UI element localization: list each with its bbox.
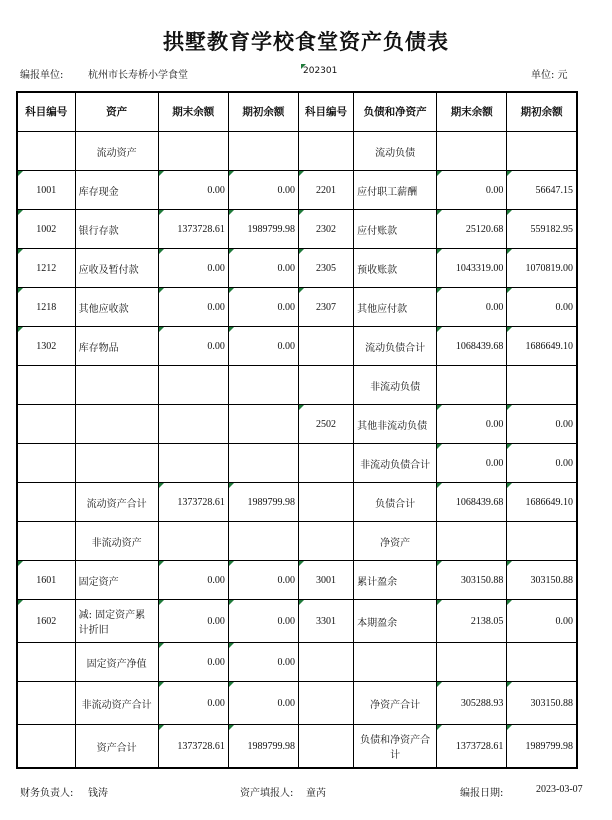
asset-beginning-cell: 0.00 bbox=[228, 171, 298, 210]
asset-ending-cell: 1373728.61 bbox=[158, 210, 228, 249]
liability-name-cell: 流动负债 bbox=[354, 132, 437, 171]
table-header-row bbox=[17, 92, 577, 132]
reporting-unit-value: 杭州市长寿桥小学食堂 bbox=[88, 70, 188, 81]
table-row bbox=[17, 725, 577, 769]
asset-name-cell: 其他应收款 bbox=[75, 288, 158, 327]
asset-beginning-cell: 0.00 bbox=[228, 327, 298, 366]
asset-beginning-cell: 0.00 bbox=[228, 288, 298, 327]
table-row bbox=[17, 600, 577, 643]
liability-code-cell bbox=[298, 643, 353, 682]
liability-name-cell bbox=[354, 643, 437, 682]
liability-ending-cell: 305288.93 bbox=[437, 682, 507, 725]
asset-name-cell: 固定资产净值 bbox=[75, 643, 158, 682]
asset-name-cell: 应收及暂付款 bbox=[75, 249, 158, 288]
liability-ending-cell: 1043319.00 bbox=[437, 249, 507, 288]
report-date-value: 2023-03-07 bbox=[536, 784, 583, 795]
asset-code-cell bbox=[17, 643, 75, 682]
asset-ending-cell bbox=[158, 522, 228, 561]
report-title: 拱墅教育学校食堂资产负债表 bbox=[163, 30, 449, 54]
table-row bbox=[17, 288, 577, 327]
liability-code-cell bbox=[298, 327, 353, 366]
asset-name-cell bbox=[75, 366, 158, 405]
liability-beginning-cell bbox=[507, 132, 577, 171]
liability-code-cell bbox=[298, 725, 353, 769]
asset-code-cell bbox=[17, 483, 75, 522]
asset-beginning-cell: 1989799.98 bbox=[228, 483, 298, 522]
asset-ending-cell: 0.00 bbox=[158, 600, 228, 643]
header-asset-code: 科目编号 bbox=[17, 92, 75, 132]
report-date-label: 编报日期: bbox=[460, 788, 504, 799]
table-row bbox=[17, 483, 577, 522]
liability-code-cell bbox=[298, 366, 353, 405]
liability-ending-cell bbox=[437, 366, 507, 405]
liability-code-cell: 2201 bbox=[298, 171, 353, 210]
liability-name-cell: 其他应付款 bbox=[354, 288, 437, 327]
asset-code-cell bbox=[17, 444, 75, 483]
asset-name-cell: 非流动资产合计 bbox=[75, 682, 158, 725]
liability-beginning-cell: 1070819.00 bbox=[507, 249, 577, 288]
asset-beginning-cell bbox=[228, 522, 298, 561]
liability-ending-cell: 2138.05 bbox=[437, 600, 507, 643]
report-period: 202301 bbox=[303, 66, 338, 76]
asset-code-cell bbox=[17, 682, 75, 725]
liability-ending-cell: 1068439.68 bbox=[437, 327, 507, 366]
table-row bbox=[17, 522, 577, 561]
liability-ending-cell: 0.00 bbox=[437, 171, 507, 210]
liability-code-cell bbox=[298, 444, 353, 483]
table-row bbox=[17, 171, 577, 210]
asset-beginning-cell bbox=[228, 405, 298, 444]
liability-ending-cell: 0.00 bbox=[437, 444, 507, 483]
liability-ending-cell: 0.00 bbox=[437, 405, 507, 444]
asset-beginning-cell: 0.00 bbox=[228, 682, 298, 725]
asset-name-cell: 流动资产合计 bbox=[75, 483, 158, 522]
liability-beginning-cell: 303150.88 bbox=[507, 682, 577, 725]
liability-code-cell: 2305 bbox=[298, 249, 353, 288]
asset-ending-cell: 1373728.61 bbox=[158, 483, 228, 522]
asset-name-cell: 库存物品 bbox=[75, 327, 158, 366]
liability-ending-cell: 303150.88 bbox=[437, 561, 507, 600]
liability-ending-cell: 25120.68 bbox=[437, 210, 507, 249]
liability-ending-cell: 1068439.68 bbox=[437, 483, 507, 522]
asset-ending-cell bbox=[158, 444, 228, 483]
asset-code-cell bbox=[17, 522, 75, 561]
liability-beginning-cell bbox=[507, 522, 577, 561]
asset-ending-cell: 0.00 bbox=[158, 171, 228, 210]
liability-code-cell bbox=[298, 682, 353, 725]
asset-beginning-cell: 1989799.98 bbox=[228, 210, 298, 249]
asset-ending-cell bbox=[158, 366, 228, 405]
liability-name-cell: 其他非流动负债 bbox=[354, 405, 437, 444]
header-liability-ending: 期末余额 bbox=[437, 92, 507, 132]
asset-beginning-cell: 0.00 bbox=[228, 600, 298, 643]
liability-name-cell: 非流动负债合计 bbox=[354, 444, 437, 483]
finance-head-label: 财务负责人: bbox=[20, 788, 74, 799]
liability-beginning-cell bbox=[507, 366, 577, 405]
header-liability-code: 科目编号 bbox=[298, 92, 353, 132]
header-asset-beginning: 期初余额 bbox=[228, 92, 298, 132]
asset-code-cell: 1001 bbox=[17, 171, 75, 210]
liability-code-cell: 3001 bbox=[298, 561, 353, 600]
preparer-label: 资产填报人: bbox=[240, 788, 294, 799]
asset-beginning-cell: 0.00 bbox=[228, 561, 298, 600]
asset-ending-cell: 0.00 bbox=[158, 327, 228, 366]
liability-ending-cell bbox=[437, 522, 507, 561]
liability-name-cell: 本期盈余 bbox=[354, 600, 437, 643]
liability-beginning-cell: 1686649.10 bbox=[507, 483, 577, 522]
asset-ending-cell: 0.00 bbox=[158, 249, 228, 288]
asset-code-cell: 1302 bbox=[17, 327, 75, 366]
header-liability-beginning: 期初余额 bbox=[507, 92, 577, 132]
table-row bbox=[17, 643, 577, 682]
asset-ending-cell: 0.00 bbox=[158, 288, 228, 327]
asset-ending-cell bbox=[158, 132, 228, 171]
liability-beginning-cell: 559182.95 bbox=[507, 210, 577, 249]
asset-ending-cell: 0.00 bbox=[158, 682, 228, 725]
asset-ending-cell bbox=[158, 405, 228, 444]
liability-beginning-cell: 1686649.10 bbox=[507, 327, 577, 366]
asset-beginning-cell: 0.00 bbox=[228, 249, 298, 288]
liability-code-cell bbox=[298, 132, 353, 171]
asset-name-cell bbox=[75, 444, 158, 483]
table-row bbox=[17, 249, 577, 288]
table-row bbox=[17, 327, 577, 366]
asset-name-cell bbox=[75, 405, 158, 444]
asset-beginning-cell: 0.00 bbox=[228, 643, 298, 682]
asset-name-cell: 库存现金 bbox=[75, 171, 158, 210]
liability-code-cell: 2307 bbox=[298, 288, 353, 327]
table-row bbox=[17, 444, 577, 483]
asset-code-cell bbox=[17, 132, 75, 171]
asset-code-cell bbox=[17, 405, 75, 444]
balance-sheet-table bbox=[16, 91, 578, 769]
liability-code-cell: 2302 bbox=[298, 210, 353, 249]
asset-ending-cell: 0.00 bbox=[158, 643, 228, 682]
liability-name-cell: 净资产合计 bbox=[354, 682, 437, 725]
asset-name-cell: 减: 固定资产累计折旧 bbox=[75, 600, 158, 643]
liability-beginning-cell: 1989799.98 bbox=[507, 725, 577, 769]
liability-ending-cell: 1373728.61 bbox=[437, 725, 507, 769]
asset-name-cell: 流动资产 bbox=[75, 132, 158, 171]
liability-code-cell: 3301 bbox=[298, 600, 353, 643]
table-row bbox=[17, 210, 577, 249]
asset-code-cell: 1602 bbox=[17, 600, 75, 643]
asset-beginning-cell: 1989799.98 bbox=[228, 725, 298, 769]
asset-code-cell: 1002 bbox=[17, 210, 75, 249]
liability-ending-cell bbox=[437, 132, 507, 171]
header-asset: 资产 bbox=[75, 92, 158, 132]
table-row bbox=[17, 366, 577, 405]
table-row bbox=[17, 682, 577, 725]
asset-code-cell bbox=[17, 725, 75, 769]
liability-code-cell: 2502 bbox=[298, 405, 353, 444]
liability-name-cell: 负债合计 bbox=[354, 483, 437, 522]
liability-ending-cell bbox=[437, 643, 507, 682]
asset-beginning-cell bbox=[228, 366, 298, 405]
liability-code-cell bbox=[298, 483, 353, 522]
liability-beginning-cell: 56647.15 bbox=[507, 171, 577, 210]
table-row bbox=[17, 561, 577, 600]
finance-head-name: 钱涛 bbox=[88, 788, 108, 799]
asset-code-cell: 1601 bbox=[17, 561, 75, 600]
table-row bbox=[17, 405, 577, 444]
liability-name-cell: 累计盈余 bbox=[354, 561, 437, 600]
liability-beginning-cell: 0.00 bbox=[507, 288, 577, 327]
liability-ending-cell: 0.00 bbox=[437, 288, 507, 327]
liability-beginning-cell: 0.00 bbox=[507, 600, 577, 643]
liability-beginning-cell: 303150.88 bbox=[507, 561, 577, 600]
asset-beginning-cell bbox=[228, 132, 298, 171]
asset-name-cell: 非流动资产 bbox=[75, 522, 158, 561]
liability-beginning-cell bbox=[507, 643, 577, 682]
asset-code-cell: 1218 bbox=[17, 288, 75, 327]
header-asset-ending: 期末余额 bbox=[158, 92, 228, 132]
asset-name-cell: 银行存款 bbox=[75, 210, 158, 249]
asset-beginning-cell bbox=[228, 444, 298, 483]
liability-name-cell: 应付职工薪酬 bbox=[354, 171, 437, 210]
liability-name-cell: 预收账款 bbox=[354, 249, 437, 288]
liability-name-cell: 应付账款 bbox=[354, 210, 437, 249]
liability-beginning-cell: 0.00 bbox=[507, 405, 577, 444]
asset-ending-cell: 0.00 bbox=[158, 561, 228, 600]
preparer-name: 童芮 bbox=[306, 788, 326, 799]
asset-name-cell: 资产合计 bbox=[75, 725, 158, 769]
reporting-unit-label: 编报单位: bbox=[20, 70, 64, 81]
liability-beginning-cell: 0.00 bbox=[507, 444, 577, 483]
header-liability: 负债和净资产 bbox=[354, 92, 437, 132]
asset-code-cell bbox=[17, 366, 75, 405]
liability-name-cell: 非流动负债 bbox=[354, 366, 437, 405]
currency-unit: 单位: 元 bbox=[531, 70, 568, 81]
liability-name-cell: 负债和净资产合计 bbox=[354, 725, 437, 769]
liability-name-cell: 流动负债合计 bbox=[354, 327, 437, 366]
liability-name-cell: 净资产 bbox=[354, 522, 437, 561]
asset-code-cell: 1212 bbox=[17, 249, 75, 288]
asset-name-cell: 固定资产 bbox=[75, 561, 158, 600]
liability-code-cell bbox=[298, 522, 353, 561]
table-row bbox=[17, 132, 577, 171]
asset-ending-cell: 1373728.61 bbox=[158, 725, 228, 769]
